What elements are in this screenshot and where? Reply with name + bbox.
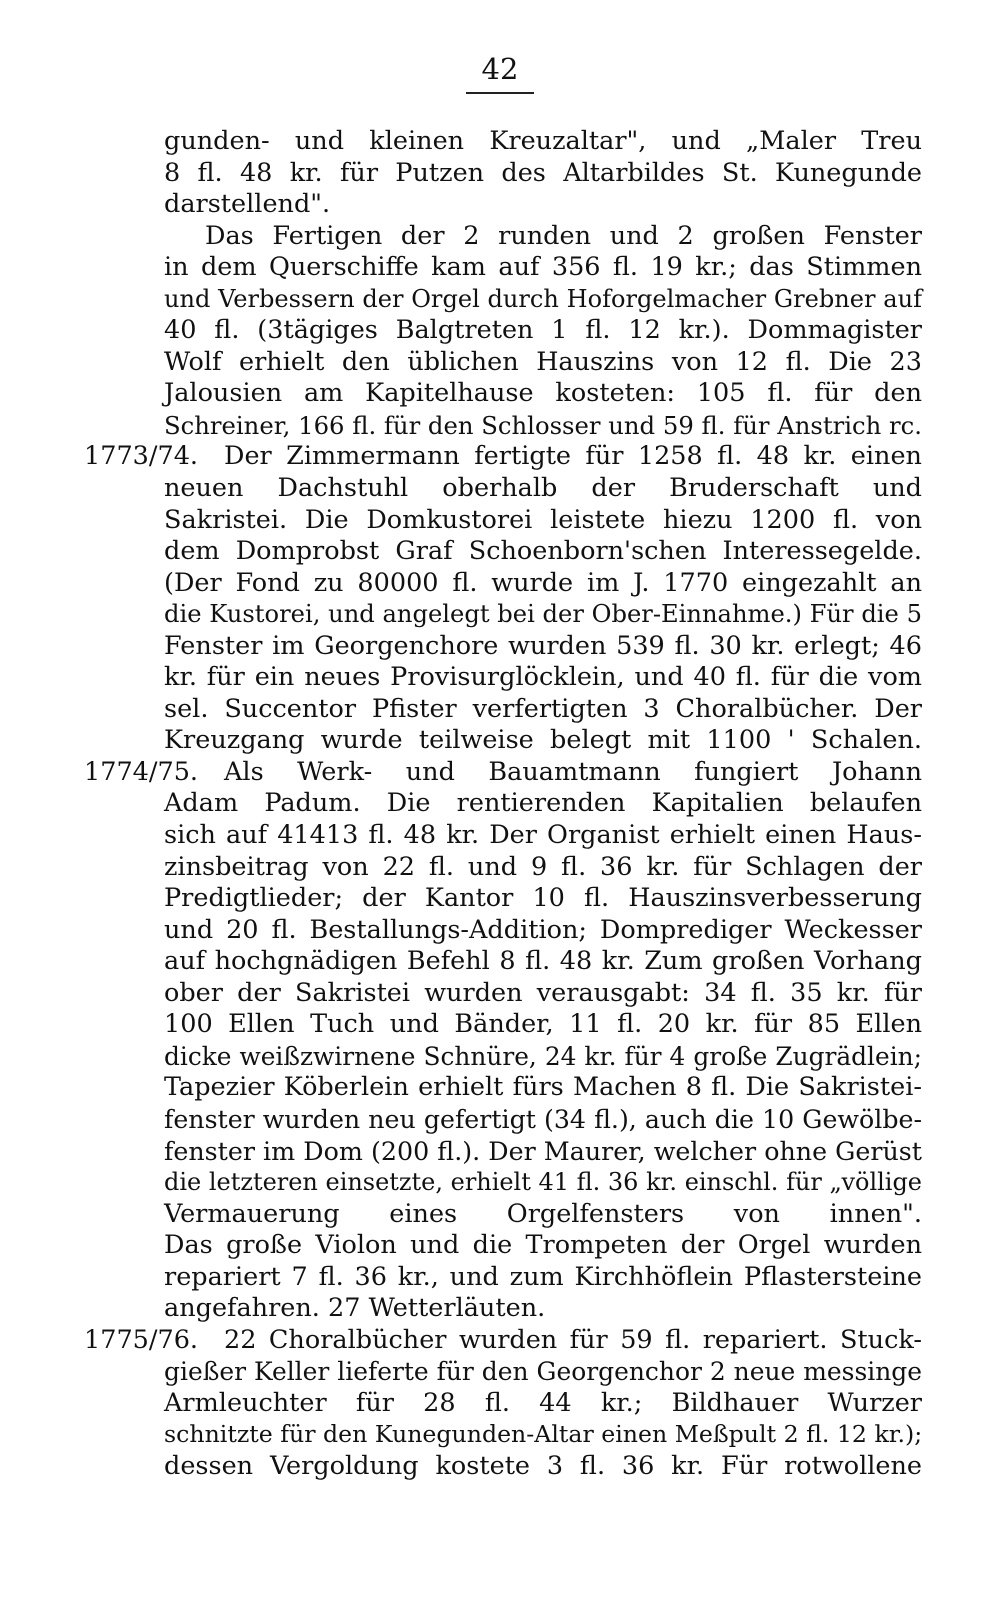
line-text: neuen Dachstuhl oberhalb der Bruderschaft und [164,473,922,504]
line-text: kr. für ein neues Provisurglöcklein, und 40 fl. für die vom [164,662,922,693]
body-text [0,126,1000,1483]
text-line [0,315,1000,347]
text-line [0,1104,1000,1136]
text-line [0,915,1000,947]
line-text: zinsbeitrag von 22 fl. und 9 fl. 36 kr. für Schlagen der [164,851,922,882]
line-text: Armleuchter für 28 fl. 44 kr.; Bildhauer Wurzer [164,1387,922,1418]
text-line [0,189,1000,221]
line-text: und Verbessern der Orgel durch Hoforgelmacher Grebner auf [164,284,922,313]
line-text: Schreiner, 166 fl. für den Schlosser und 59 fl. für Anstrich rc. [164,410,922,440]
text-line [0,473,1000,505]
text-line [0,788,1000,820]
line-text: die Kustorei, und angelegt bei der Ober-Einnahme.) Für die 5 [164,600,922,629]
line-text: und 20 fl. Bestallungs-Addition; Domprediger Weckesser [164,914,922,945]
line-text: 8 fl. 48 kr. für Putzen des Altarbildes St. Kunegunde [164,157,922,188]
text-line [0,252,1000,284]
text-line [0,378,1000,410]
text-line [0,1419,1000,1451]
line-text: 40 fl. (3tägiges Balgtreten 1 fl. 12 kr.). Dommagister [164,315,922,346]
line-text: sich auf 41413 fl. 48 kr. Der Organist erhielt einen Haus- [164,820,922,851]
text-line [0,1388,1000,1420]
year-label: 1774/75. [84,756,199,787]
line-text: fenster im Dom (200 fl.). Der Maurer, welcher ohne Gerüst [164,1135,922,1166]
line-text: dicke weißzwirnene Schnüre, 24 kr. für 4 große Zugrädlein; [164,1041,922,1071]
line-text: Wolf erhielt den üblichen Hauszins von 12 fl. Die 23 [164,346,922,377]
text-line [0,946,1000,978]
text-line [0,662,1000,694]
line-text: 22 Choralbücher wurden für 59 fl. repariert. Stuck- [224,1324,922,1355]
line-text: schnitzte für den Kunegunden-Altar einen Meßpult 2 fl. 12 kr.); [164,1420,923,1449]
year-label: 1775/76. [84,1324,199,1355]
line-text: (Der Fond zu 80000 fl. wurde im J. 1770 eingezahlt an [164,567,922,598]
line-text: Predigtlieder; der Kantor 10 fl. Hauszinsverbesserung [164,883,922,914]
text-line [0,410,1000,442]
line-text: Als Werk- und Bauamtmann fungiert Johann [224,756,922,787]
page-number: 42 [481,52,519,86]
text-line [0,1451,1000,1483]
line-text: angefahren. 27 Wetterläuten. [164,1293,546,1324]
line-text: repariert 7 fl. 36 kr., und zum Kirchhöflein Pflastersteine [164,1261,922,1292]
text-line [0,1041,1000,1073]
text-line [0,1325,1000,1357]
line-text: sel. Succentor Pfister verfertigten 3 Choralbücher. Der [164,693,922,724]
text-line [0,126,1000,158]
text-line [0,347,1000,379]
line-text: darstellend". [164,189,331,220]
line-text: fenster wurden neu gefertigt (34 fl.), auch die 10 Gewölbe- [164,1104,922,1134]
text-line [0,757,1000,789]
line-text: Kreuzgang wurde teilweise belegt mit 1100 ' Schalen. [164,725,922,756]
line-text: auf hochgnädigen Befehl 8 fl. 48 kr. Zum großen Vorhang [164,946,922,977]
text-line [0,505,1000,537]
text-line [0,1072,1000,1104]
line-text: Das Fertigen der 2 runden und 2 großen Fenster [205,220,922,251]
text-line [0,1009,1000,1041]
line-text: in dem Querschiffe kam auf 356 fl. 19 kr.; das Stimmen [164,252,922,283]
line-text: dessen Vergoldung kostete 3 fl. 36 kr. Für rotwollene [164,1450,922,1481]
line-text: Adam Padum. Die rentierenden Kapitalien belaufen [164,788,922,819]
text-line [0,221,1000,253]
line-text: die letzteren einsetzte, erhielt 41 fl. 36 kr. einschl. für „völlige [164,1168,922,1197]
text-line [0,1199,1000,1231]
line-text: Sakristei. Die Domkustorei leistete hiezu 1200 fl. von [164,504,922,535]
text-line [0,1356,1000,1388]
line-text: Der Zimmermann fertigte für 1258 fl. 48 kr. einen [224,441,922,472]
text-line [0,1230,1000,1262]
line-text: Tapezier Köberlein erhielt fürs Machen 8 fl. Die Sakristei- [164,1072,922,1103]
line-text: 100 Ellen Tuch und Bänder, 11 fl. 20 kr. für 85 Ellen [164,1009,922,1040]
text-line [0,694,1000,726]
text-line [0,1262,1000,1294]
text-line [0,284,1000,316]
text-line [0,820,1000,852]
text-line [0,852,1000,884]
text-line [0,1136,1000,1168]
line-text: Vermauerung eines Orgelfensters von innen". [164,1198,922,1229]
text-line [0,1293,1000,1325]
page-number-rule [466,92,534,94]
text-line [0,536,1000,568]
line-text: gunden- und kleinen Kreuzaltar", und „Maler Treu [164,126,922,156]
text-line [0,158,1000,190]
line-text: ober der Sakristei wurden verausgabt: 34 fl. 35 kr. für [164,977,922,1008]
text-line [0,441,1000,473]
line-text: gießer Keller lieferte für den Georgenchor 2 neue messinge [164,1357,922,1387]
line-text: Das große Violon und die Trompeten der Orgel wurden [164,1230,922,1261]
text-line [0,978,1000,1010]
line-text: Fenster im Georgenchore wurden 539 fl. 30 kr. erlegt; 46 [164,630,922,661]
text-line [0,599,1000,631]
text-line [0,883,1000,915]
line-text: dem Domprobst Graf Schoenborn'schen Interessegelde. [164,536,922,567]
year-label: 1773/74. [84,441,199,472]
text-line [0,631,1000,663]
text-line [0,568,1000,600]
text-line [0,725,1000,757]
line-text: Jalousien am Kapitelhause kosteten: 105 fl. für den [164,378,922,409]
text-line [0,1167,1000,1199]
